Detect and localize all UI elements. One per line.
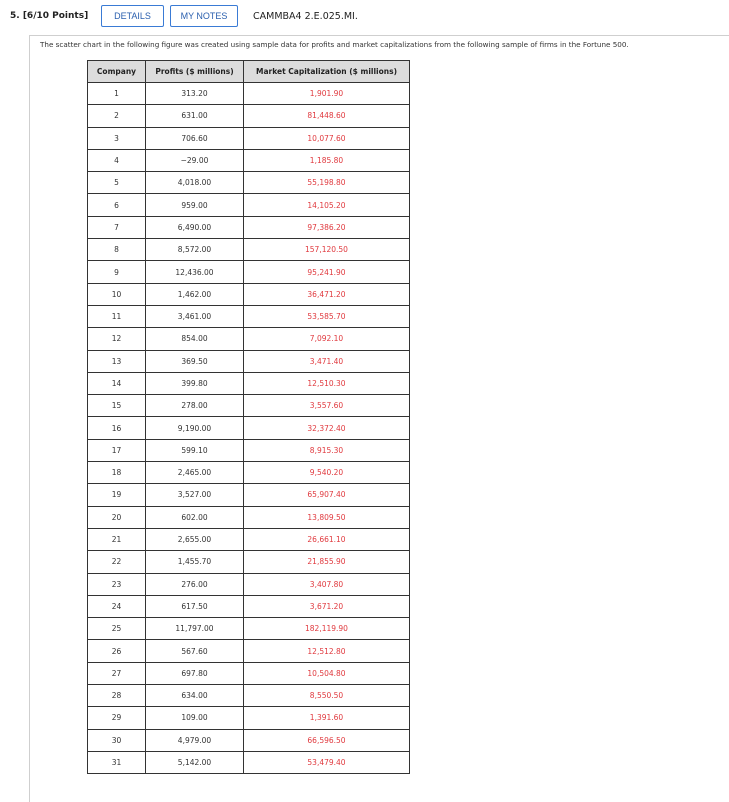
market-cap-cell: 8,915.30 (244, 439, 410, 461)
company-cell: 31 (88, 751, 146, 773)
profits-cell: 567.60 (146, 640, 244, 662)
table-row (88, 551, 410, 573)
profits-cell: 706.60 (146, 127, 244, 149)
company-cell: 23 (88, 573, 146, 595)
profits-cell: 2,465.00 (146, 462, 244, 484)
column-header-company: Company (88, 61, 146, 83)
profits-cell: 617.50 (146, 595, 244, 617)
market-cap-cell: 1,391.60 (244, 707, 410, 729)
profits-cell: 697.80 (146, 662, 244, 684)
profits-cell: 5,142.00 (146, 751, 244, 773)
table-row (88, 149, 410, 171)
profits-cell: 369.50 (146, 350, 244, 372)
table-row (88, 729, 410, 751)
table-row (88, 484, 410, 506)
company-cell: 29 (88, 707, 146, 729)
market-cap-cell: 21,855.90 (244, 551, 410, 573)
market-cap-cell: 81,448.60 (244, 105, 410, 127)
profits-cell: 399.80 (146, 372, 244, 394)
market-cap-cell: 3,407.80 (244, 573, 410, 595)
market-cap-cell: 7,092.10 (244, 328, 410, 350)
company-cell: 5 (88, 172, 146, 194)
table-header-row (88, 61, 410, 83)
table-row (88, 506, 410, 528)
table-row (88, 283, 410, 305)
company-cell: 27 (88, 662, 146, 684)
company-cell: 18 (88, 462, 146, 484)
market-cap-cell: 66,596.50 (244, 729, 410, 751)
company-cell: 10 (88, 283, 146, 305)
table-row (88, 462, 410, 484)
market-cap-cell: 182,119.90 (244, 618, 410, 640)
profits-cell: 3,461.00 (146, 305, 244, 327)
market-cap-cell: 8,550.50 (244, 685, 410, 707)
table-row (88, 528, 410, 550)
profits-cell: 313.20 (146, 83, 244, 105)
profits-cell: 631.00 (146, 105, 244, 127)
profits-cell: 11,797.00 (146, 618, 244, 640)
table-row (88, 261, 410, 283)
market-cap-cell: 65,907.40 (244, 484, 410, 506)
header-divider (29, 35, 729, 36)
company-cell: 13 (88, 350, 146, 372)
column-header-profits: Profits ($ millions) (146, 61, 244, 83)
company-cell: 25 (88, 618, 146, 640)
market-cap-cell: 12,512.80 (244, 640, 410, 662)
table-row (88, 194, 410, 216)
company-cell: 4 (88, 149, 146, 171)
company-cell: 22 (88, 551, 146, 573)
company-cell: 2 (88, 105, 146, 127)
table-row (88, 305, 410, 327)
question-number: 5. [6/10 Points] (10, 11, 89, 21)
profits-cell: 109.00 (146, 707, 244, 729)
company-cell: 26 (88, 640, 146, 662)
market-cap-cell: 9,540.20 (244, 462, 410, 484)
profits-cell: 1,462.00 (146, 283, 244, 305)
profits-cell: 959.00 (146, 194, 244, 216)
market-cap-cell: 26,661.10 (244, 528, 410, 550)
table-row (88, 239, 410, 261)
data-table (87, 60, 410, 774)
table-row (88, 640, 410, 662)
company-cell: 19 (88, 484, 146, 506)
profits-cell: 4,018.00 (146, 172, 244, 194)
table-row (88, 618, 410, 640)
company-cell: 20 (88, 506, 146, 528)
company-cell: 9 (88, 261, 146, 283)
intro-text: The scatter chart in the following figure was created using sample data for profits and market capitalizations from the following sample of firms in the Fortune 500. (40, 40, 629, 49)
profits-cell: 6,490.00 (146, 216, 244, 238)
company-cell: 1 (88, 83, 146, 105)
market-cap-cell: 53,479.40 (244, 751, 410, 773)
table-row (88, 417, 410, 439)
company-cell: 21 (88, 528, 146, 550)
company-cell: 28 (88, 685, 146, 707)
table-row (88, 662, 410, 684)
profits-cell: 8,572.00 (146, 239, 244, 261)
company-cell: 24 (88, 595, 146, 617)
market-cap-cell: 157,120.50 (244, 239, 410, 261)
profits-cell: 854.00 (146, 328, 244, 350)
market-cap-cell: 97,386.20 (244, 216, 410, 238)
company-cell: 14 (88, 372, 146, 394)
market-cap-cell: 95,241.90 (244, 261, 410, 283)
profits-cell: 599.10 (146, 439, 244, 461)
profits-cell: 276.00 (146, 573, 244, 595)
table-row (88, 328, 410, 350)
table-row (88, 751, 410, 773)
profits-cell: 9,190.00 (146, 417, 244, 439)
table-row (88, 372, 410, 394)
market-cap-cell: 10,077.60 (244, 127, 410, 149)
profits-cell: 278.00 (146, 395, 244, 417)
company-cell: 30 (88, 729, 146, 751)
table-row (88, 595, 410, 617)
market-cap-cell: 14,105.20 (244, 194, 410, 216)
table-row (88, 573, 410, 595)
market-cap-cell: 32,372.40 (244, 417, 410, 439)
market-cap-cell: 12,510.30 (244, 372, 410, 394)
company-cell: 17 (88, 439, 146, 461)
market-cap-cell: 1,901.90 (244, 83, 410, 105)
my-notes-button[interactable]: MY NOTES (170, 5, 238, 27)
profits-cell: 602.00 (146, 506, 244, 528)
company-cell: 11 (88, 305, 146, 327)
table-row (88, 707, 410, 729)
company-cell: 6 (88, 194, 146, 216)
market-cap-cell: 55,198.80 (244, 172, 410, 194)
market-cap-cell: 53,585.70 (244, 305, 410, 327)
profits-cell: 3,527.00 (146, 484, 244, 506)
company-cell: 8 (88, 239, 146, 261)
table-row (88, 439, 410, 461)
table-row (88, 83, 410, 105)
company-cell: 16 (88, 417, 146, 439)
question-code: CAMMBA4 2.E.025.MI. (253, 11, 358, 22)
question-header (0, 0, 729, 36)
market-cap-cell: 13,809.50 (244, 506, 410, 528)
table-row (88, 395, 410, 417)
table-row (88, 127, 410, 149)
company-cell: 7 (88, 216, 146, 238)
profits-cell: 2,655.00 (146, 528, 244, 550)
left-border (29, 35, 30, 802)
company-cell: 3 (88, 127, 146, 149)
company-cell: 15 (88, 395, 146, 417)
profits-cell: 4,979.00 (146, 729, 244, 751)
profits-cell: −29.00 (146, 149, 244, 171)
table-row (88, 685, 410, 707)
market-cap-cell: 1,185.80 (244, 149, 410, 171)
profits-cell: 12,436.00 (146, 261, 244, 283)
company-cell: 12 (88, 328, 146, 350)
table-row (88, 172, 410, 194)
market-cap-cell: 36,471.20 (244, 283, 410, 305)
column-header-market-cap: Market Capitalization ($ millions) (244, 61, 410, 83)
market-cap-cell: 3,671.20 (244, 595, 410, 617)
market-cap-cell: 3,471.40 (244, 350, 410, 372)
profits-cell: 634.00 (146, 685, 244, 707)
market-cap-cell: 10,504.80 (244, 662, 410, 684)
table-row (88, 105, 410, 127)
market-cap-cell: 3,557.60 (244, 395, 410, 417)
profits-cell: 1,455.70 (146, 551, 244, 573)
details-button[interactable]: DETAILS (101, 5, 164, 27)
table-row (88, 350, 410, 372)
table-row (88, 216, 410, 238)
